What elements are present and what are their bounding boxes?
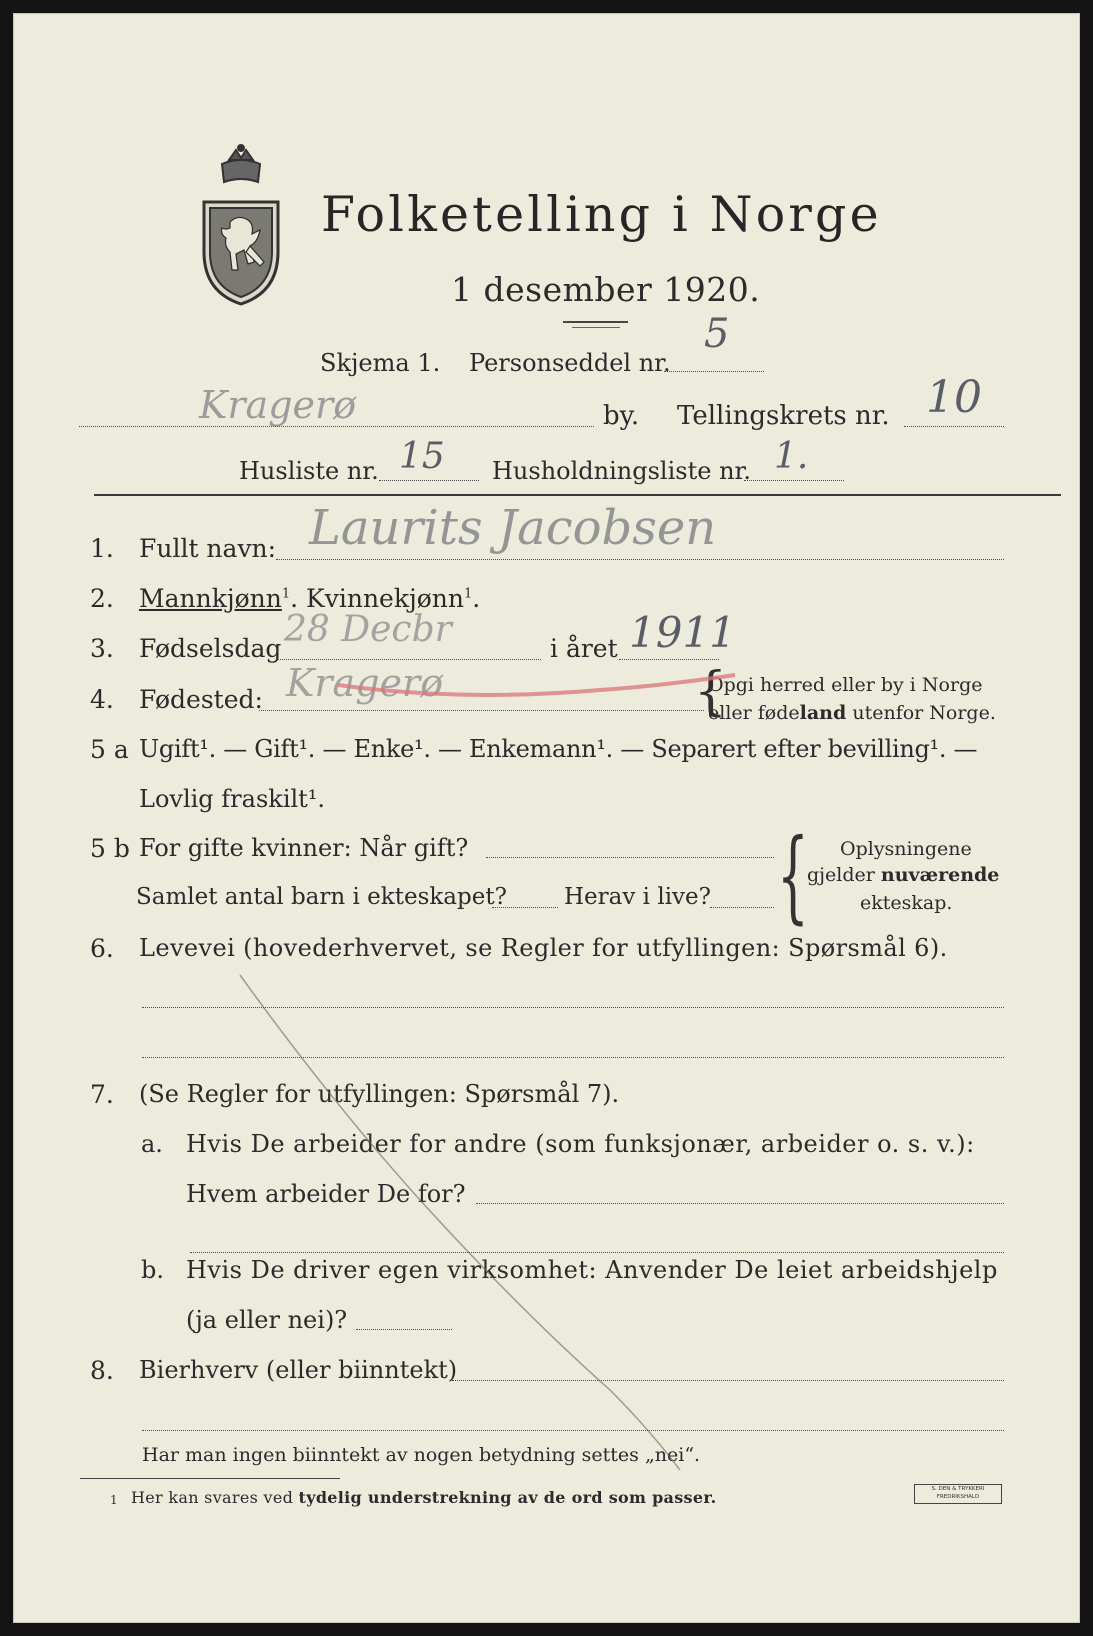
q1-number: 1. bbox=[90, 534, 114, 563]
q1-value: Laurits Jacobsen bbox=[309, 500, 717, 556]
q7a-line1: Hvis De arbeider for andre (som funksjonær, arbeider o. s. v.): bbox=[186, 1130, 975, 1158]
q7b-letter: b. bbox=[141, 1256, 164, 1284]
footnote-pre: Her kan svares ved bbox=[131, 1488, 299, 1507]
q4-note-line2-post: utenfor Norge. bbox=[846, 702, 996, 724]
q5b-line2b: Herav i live? bbox=[564, 884, 711, 910]
pencil-diagonal-stroke bbox=[240, 975, 680, 1470]
q8-label: Bierhverv (eller biinntekt) bbox=[139, 1356, 458, 1384]
q7a-letter: a. bbox=[141, 1130, 163, 1158]
q5b-line2a: Samlet antal barn i ekteskapet? bbox=[136, 884, 507, 910]
red-crayon-underline bbox=[338, 675, 735, 695]
q8-number: 8. bbox=[90, 1356, 114, 1385]
q5b-brace: { bbox=[777, 817, 809, 934]
q3-year-value: 1911 bbox=[629, 608, 736, 657]
q2-female-option[interactable]: Kvinnekjønn bbox=[306, 584, 464, 613]
form-title: Folketelling i Norge bbox=[321, 186, 882, 243]
q5a-line2: Lovlig fraskilt¹. bbox=[139, 785, 326, 813]
q4-note-line2-bold: land bbox=[799, 702, 847, 724]
q2-female-sup: 1 bbox=[464, 586, 473, 602]
personseddel-value: 5 bbox=[704, 311, 730, 357]
q7b-line2: (ja eller nei)? bbox=[186, 1306, 348, 1334]
q2-number: 2. bbox=[90, 584, 114, 613]
q2-male-sup: 1 bbox=[281, 586, 291, 602]
q5a-line1: Ugift¹. — Gift¹. — Enke¹. — Enkemann¹. — Separert efter bevilling¹. — bbox=[139, 735, 978, 763]
printer-line2: FREDRIKSHALD bbox=[936, 1494, 980, 1500]
q6-number: 6. bbox=[90, 934, 114, 963]
q3-value: 28 Decbr bbox=[284, 609, 452, 650]
footnote-number: 1 bbox=[110, 1493, 118, 1507]
q8-note: Har man ingen biinntekt av nogen betydning settes „nei“. bbox=[142, 1444, 701, 1466]
printer-line1: S. DEN & TRYKKERI bbox=[931, 1486, 985, 1492]
q4-label: Fødested: bbox=[139, 685, 263, 714]
town-value: Kragerø bbox=[199, 383, 357, 427]
q4-note-line2-pre: eller føde bbox=[708, 702, 800, 724]
husliste-value: 15 bbox=[399, 436, 445, 477]
q7-number: 7. bbox=[90, 1080, 114, 1109]
q5b-number: 5 b bbox=[90, 834, 130, 863]
q2-separator: . bbox=[290, 584, 299, 613]
by-label: by. bbox=[603, 401, 640, 431]
husholdningsliste-label: Husholdningsliste nr. bbox=[492, 457, 751, 485]
q1-label: Fullt navn: bbox=[139, 534, 277, 563]
husholdningsliste-value: 1. bbox=[774, 436, 809, 477]
tellingskrets-label: Tellingskrets nr. bbox=[677, 401, 890, 431]
q5a-number: 5 a bbox=[90, 735, 129, 764]
q4-brace: { bbox=[694, 662, 728, 722]
q5b-note3: ekteskap. bbox=[860, 892, 953, 914]
q5b-line1: For gifte kvinner: Når gift? bbox=[139, 834, 469, 862]
q7a-line2: Hvem arbeider De for? bbox=[186, 1180, 466, 1208]
tellingskrets-value: 10 bbox=[926, 372, 982, 423]
skjema-label: Skjema 1. bbox=[320, 349, 441, 377]
husliste-label: Husliste nr. bbox=[239, 457, 379, 485]
q3-label: Fødselsdag bbox=[139, 634, 282, 663]
q4-number: 4. bbox=[90, 685, 114, 714]
census-date: 1 desember 1920. bbox=[451, 270, 761, 309]
q4-value: Kragerø bbox=[286, 661, 444, 705]
q5b-note2-bold: nuværende bbox=[880, 864, 1000, 886]
q3-year-label: i året bbox=[550, 634, 618, 663]
q4-note-line1: Opgi herred eller by i Norge bbox=[708, 674, 983, 696]
q7-label: (Se Regler for utfyllingen: Spørsmål 7). bbox=[139, 1080, 620, 1108]
q3-number: 3. bbox=[90, 634, 114, 663]
footnote-bold: tydelig understrekning av de ord som passer. bbox=[298, 1488, 717, 1507]
q2-male-option[interactable]: Mannkjønn bbox=[139, 584, 282, 613]
personseddel-label: Personseddel nr. bbox=[469, 349, 671, 377]
q7b-line1: Hvis De driver egen virksomhet: Anvender De leiet arbeidshjelp bbox=[186, 1256, 998, 1284]
q2-end: . bbox=[472, 584, 481, 613]
q6-label: Levevei (hovederhvervet, se Regler for utfyllingen: Spørsmål 6). bbox=[139, 934, 948, 962]
q5b-note1: Oplysningene bbox=[840, 838, 972, 860]
q5b-note2-pre: gjelder bbox=[807, 864, 881, 886]
